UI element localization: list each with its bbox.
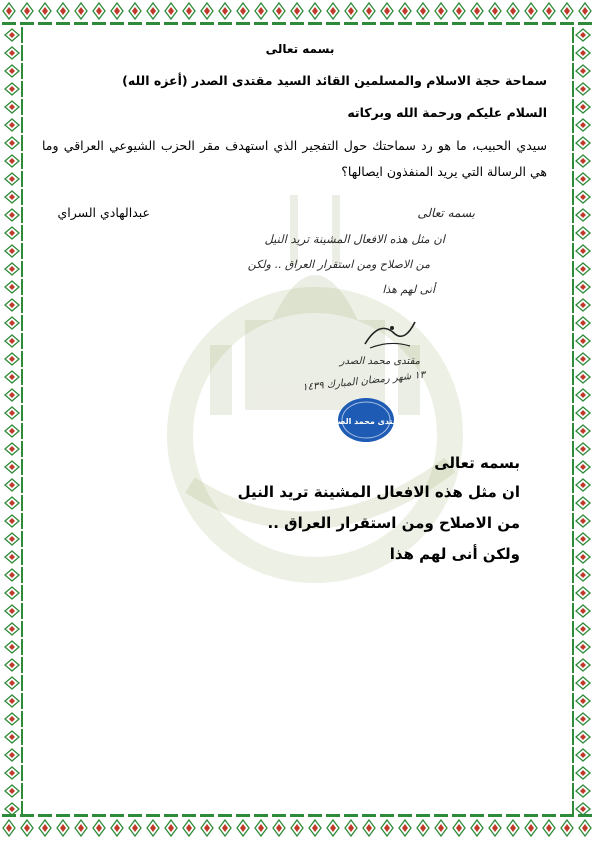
ornamental-border-right — [571, 26, 595, 814]
letter-greeting: السلام عليكم ورحمة الله وبركاته — [347, 105, 547, 120]
ornamental-border-top — [0, 0, 595, 28]
typed-reply-line-4: ولكن أنى لهم هذا — [389, 545, 520, 563]
official-seal — [328, 397, 404, 443]
typed-reply-line-3: من الاصلاح ومن استقرار العراق .. — [267, 514, 520, 532]
typed-reply-line-1: بسمه تعالى — [434, 454, 520, 472]
signature-name: مقتدى محمد الصدر — [339, 356, 420, 367]
handwritten-line-2: ان مثل هذه الافعال المشينة تريد النيل — [264, 232, 445, 246]
letter-address: سماحة حجة الاسلام والمسلمين القائد السيد مقتدى الصدر (أعزه الله) — [122, 73, 547, 88]
handwritten-line-4: أنى لهم هذا — [382, 283, 435, 296]
ornamental-border-bottom — [0, 812, 595, 842]
handwritten-line-3: من الاصلاح ومن استقرار العراق .. ولكن — [247, 258, 430, 271]
handwritten-line-1: بسمه تعالى — [417, 206, 475, 220]
seal-text: مقتدى محمد الصدر — [328, 417, 404, 426]
letter-question: سيدي الحبيب، ما هو رد سماحتك حول التفجير الذي استهدف مقر الحزب الشيوعي العراقي وما هي الرسالة التي يريد المنفذون ايصالها؟ — [42, 138, 547, 179]
ornamental-border-left — [0, 26, 24, 814]
letter-basmala: بسمه تعالى — [265, 42, 335, 56]
handwritten-date: ١٣ شهر رمضان المبارك ١٤٣٩ — [301, 369, 426, 394]
typed-reply-line-2: ان مثل هذه الافعال المشينة تريد النيل — [237, 483, 520, 501]
letter-sender: عبدالهادي السراي — [57, 205, 150, 220]
signature-mark — [360, 314, 420, 354]
